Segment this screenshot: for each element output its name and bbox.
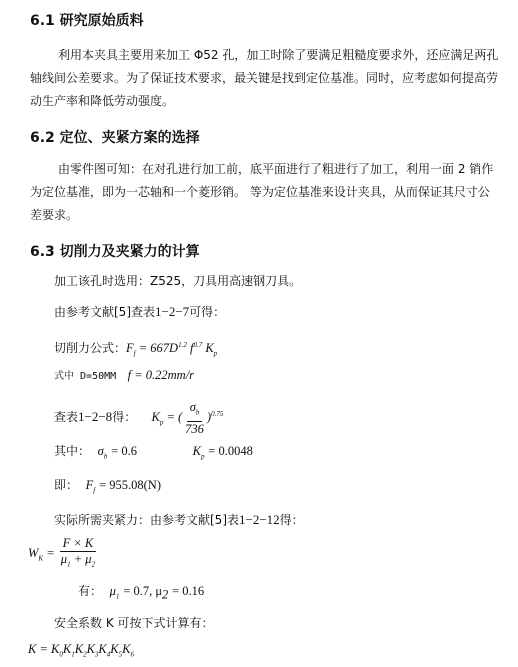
section-6-2-heading: 6.2 定位、夹紧方案的选择 bbox=[30, 130, 200, 146]
text-fragment: 得： bbox=[112, 410, 137, 425]
cutting-force-formula: $F_f = 667D^{1.2}$ $f^{0.7}$ $K_p$ bbox=[126, 341, 218, 358]
text-fragment: 实际所需夹紧力：由参考文献[5]表 bbox=[54, 513, 239, 527]
friction-coefficients-line: 有： $\mu_1 = 0.7$, $\mu_2 = 0.16$ bbox=[78, 584, 205, 602]
table-ref: 1−2−7 bbox=[155, 304, 190, 319]
force-result-line bbox=[54, 474, 161, 503]
text-line: 加工该孔时选用：Z525，刀具用高速钢刀具。 bbox=[54, 274, 302, 288]
clamping-force-formula: $W_K$ = $\frac{F \times K}{\mu_1 + \mu_2}$ bbox=[28, 536, 96, 569]
text-fragment: 得： bbox=[279, 513, 304, 527]
kp-symbol: $K_p$ bbox=[192, 444, 205, 461]
formula-label: 其中： bbox=[54, 444, 91, 458]
text-fragment: 由参考文献[5]查表 bbox=[54, 305, 155, 319]
feed-formula: f = 0.22mm/r bbox=[127, 368, 195, 382]
kp-formula: $K_p$ = ( $\frac{\sigma_b}{736}$ )$^{0.75}$ bbox=[151, 400, 224, 436]
section-6-3-heading: 6.3 切削力及夹紧力的计算 bbox=[30, 244, 200, 260]
text-fragment: 可得： bbox=[189, 305, 226, 319]
feed-formula-line bbox=[54, 364, 194, 388]
ff-symbol: $F_f$ bbox=[85, 478, 96, 495]
kp-value: = 0.0048 bbox=[208, 444, 253, 458]
formula-label: 式中 D=50MM bbox=[54, 371, 117, 382]
table-ref: 1−2−12 bbox=[239, 512, 280, 527]
text-line bbox=[54, 300, 225, 324]
sigma-b-symbol: $\sigma_b$ bbox=[97, 444, 108, 461]
table-ref: 1−2−8 bbox=[78, 409, 113, 425]
text-fragment: 查表 bbox=[54, 410, 79, 425]
mu-formula: = 0.7, μ bbox=[123, 584, 163, 598]
kp-formula-line bbox=[54, 400, 223, 437]
mu-value: = 0.16 bbox=[172, 584, 205, 598]
formula-label: 切削力公式： bbox=[54, 341, 127, 356]
ff-value: = 955.08(N) bbox=[99, 478, 161, 492]
section-6-2-body: 由零件图可知：在对孔进行加工前，底平面进行了粗进行了加工，利用一面 2 销作为定位基准，即为一芯轴和一个菱形销。 等为定位基准来设计夹具，从而保证其尺寸公差要求。 bbox=[30, 162, 494, 222]
safety-factor-formula: $K = K_0K_1K_2K_3K_4K_5K_6$ bbox=[28, 642, 134, 659]
section-6-1-heading: 6.1 研究原始质料 bbox=[30, 13, 144, 29]
formula-label: 即： bbox=[54, 478, 79, 492]
coefficients-line bbox=[54, 440, 253, 469]
formula-label: 有： bbox=[78, 584, 103, 598]
cutting-force-formula-line bbox=[54, 334, 217, 366]
sigma-b-value: = 0.6 bbox=[111, 444, 137, 458]
section-6-1-body: 利用本夹具主要用来加工 Φ52 孔，加工时除了要满足粗糙度要求外，还应满足两孔轴线间公差要求。为了保证技术要求，最关键是找到定位基准。同时，应考虑如何提高劳动生产率和降低劳动强度。 bbox=[30, 48, 499, 108]
text-line bbox=[54, 508, 304, 532]
text-line: 安全系数 K 可按下式计算有： bbox=[54, 616, 214, 630]
